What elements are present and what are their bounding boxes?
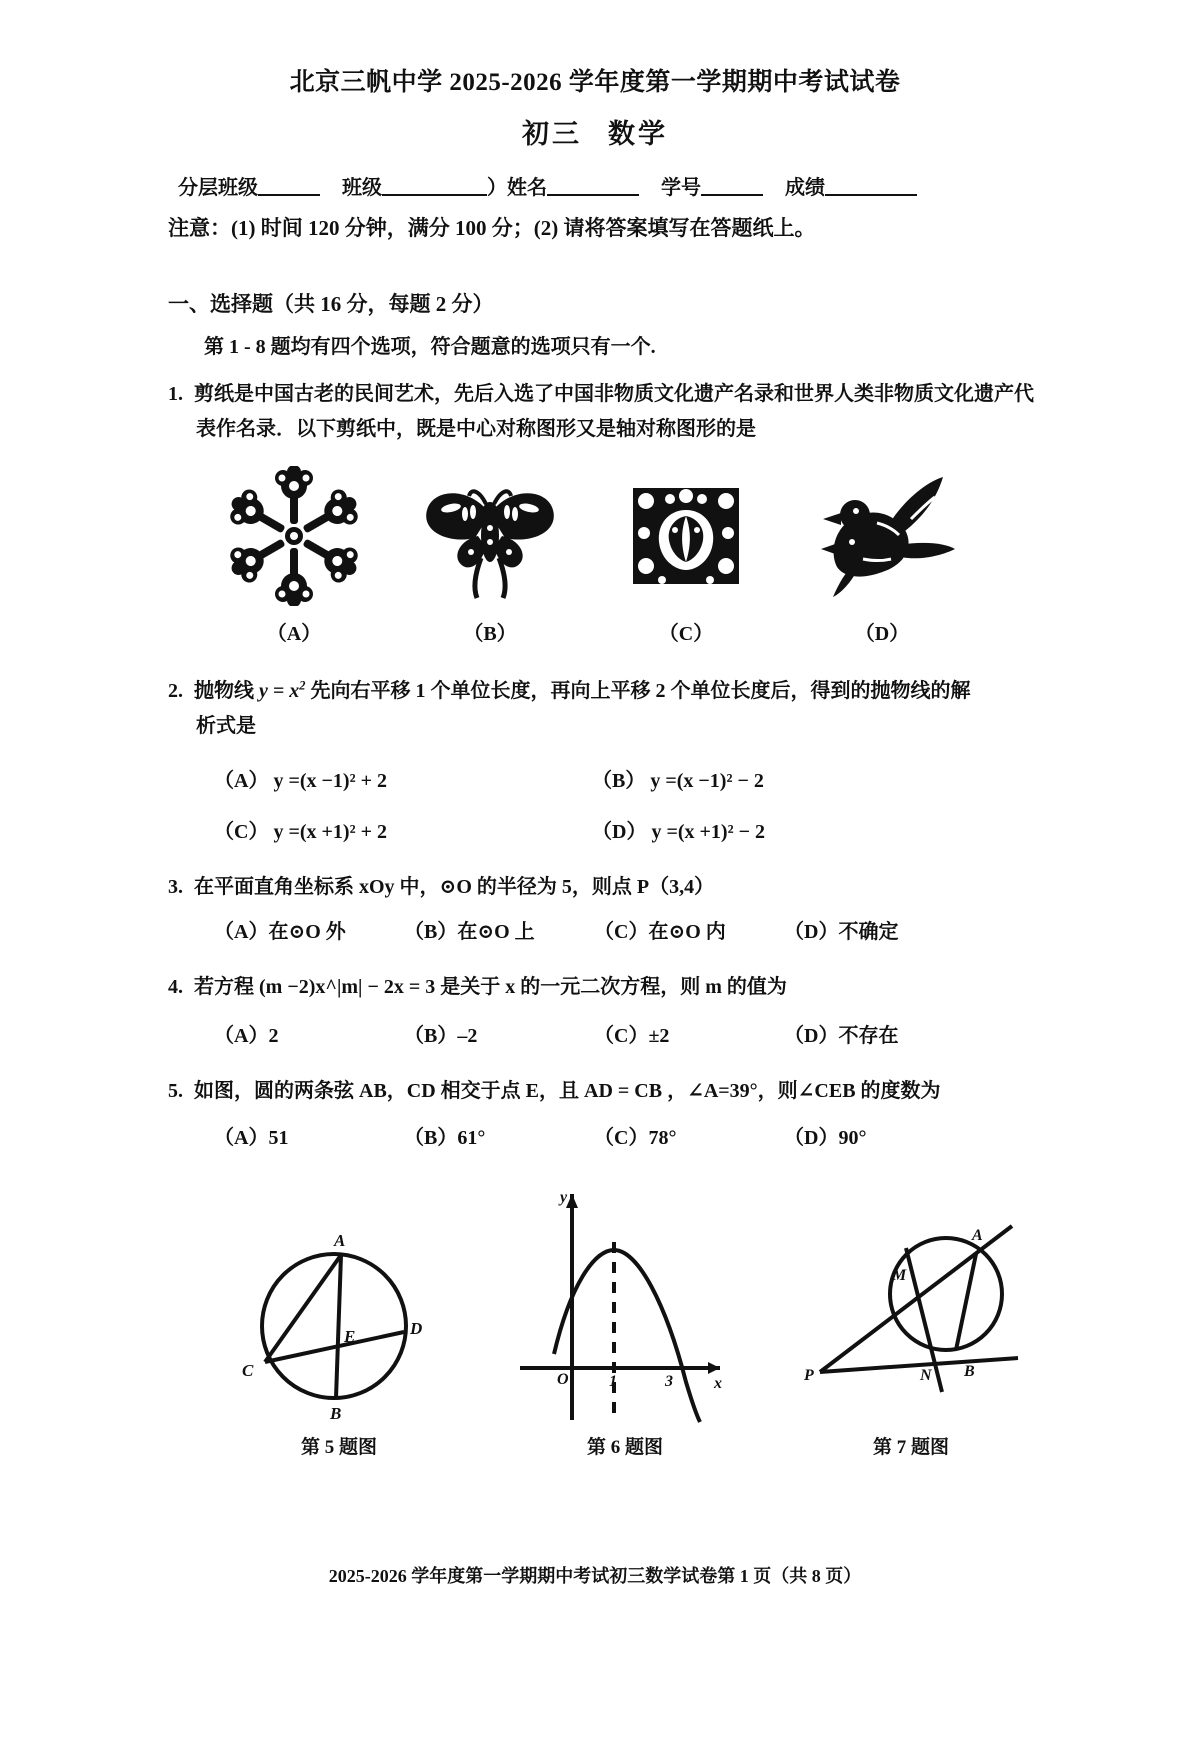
figure-6-cell xyxy=(482,1156,768,1459)
option-B-text: 61° xyxy=(457,1127,486,1149)
option-C-text: ±2 xyxy=(648,1025,670,1047)
figure-7-caption: 第 7 题图 xyxy=(872,1437,949,1458)
option-D-text: 不确定 xyxy=(838,921,899,943)
question-1 xyxy=(0,377,1190,412)
page-title: 北京三帆中学 2025-2026 学年度第一学期期中考试试卷 xyxy=(289,69,901,96)
option-B-label: （B） xyxy=(404,1127,458,1149)
question-2 xyxy=(0,674,1190,709)
figure-5-label-D: D xyxy=(410,1319,423,1338)
question-1-choices xyxy=(0,463,1190,646)
question-4-text: 若方程 (m −2)x^|m| − 2x = 3 是关于 x 的一元二次方程，则 m 的值为 xyxy=(194,976,787,998)
choice-C-label: （C） xyxy=(658,623,714,645)
question-5 xyxy=(0,1074,1190,1109)
option-D-formula: y =(x +1)² − 2 xyxy=(651,821,765,843)
figure-6-label-y: y xyxy=(560,1189,568,1206)
option-D-text: 不存在 xyxy=(838,1025,899,1047)
figure-5-label-C: C xyxy=(242,1361,254,1380)
choice-A-label: （A） xyxy=(266,623,322,645)
choice-A-cell[interactable] xyxy=(196,463,392,646)
section-title-choice: 一、选择题（共 16 分，每题 2 分） xyxy=(168,292,494,316)
question-3-option-A[interactable] xyxy=(214,915,404,944)
exam-page xyxy=(0,62,1190,1740)
figure-5-label-A: A xyxy=(334,1231,346,1250)
question-5-option-C[interactable] xyxy=(594,1121,784,1150)
circle-chords-figure-icon xyxy=(196,1156,482,1426)
option-B-text: –2 xyxy=(457,1025,478,1047)
question-3-options-row xyxy=(0,915,1190,944)
page-footer: 2025-2026 学年度第一学期期中考试初三数学试卷第 1 页（共 8 页） xyxy=(328,1566,862,1586)
option-C-label: （C） xyxy=(594,1025,649,1047)
question-2-line2: 析式是 xyxy=(196,715,256,737)
figures-row xyxy=(0,1156,1190,1459)
option-B-label: （B） xyxy=(592,770,646,792)
question-2-option-D[interactable] xyxy=(592,815,970,844)
question-4-options-row xyxy=(0,1019,1190,1048)
butterfly-papercut-icon xyxy=(392,463,588,609)
score-input[interactable] xyxy=(825,174,917,196)
option-A-text: 51 xyxy=(268,1127,289,1149)
question-1-line2: 表作名录．以下剪纸中，既是中心对称图形又是轴对称图形的是 xyxy=(196,418,756,440)
question-2-option-A[interactable] xyxy=(214,764,592,793)
paren-mark: ） xyxy=(487,177,507,199)
question-2-options-row-1 xyxy=(0,764,1190,793)
option-A-text: 在⊙O 外 xyxy=(268,921,346,943)
choice-C-cell[interactable] xyxy=(588,463,784,646)
option-B-text: 在⊙O 上 xyxy=(457,921,535,943)
option-A-label: （A） xyxy=(214,770,269,792)
class-label: 班级 xyxy=(342,177,382,199)
option-A-label: （A） xyxy=(214,1025,269,1047)
option-D-label: （D） xyxy=(784,1127,839,1149)
question-5-option-D[interactable] xyxy=(784,1121,974,1150)
option-D-text: 90° xyxy=(838,1127,867,1149)
question-2-text-b: 先向右平移 1 个单位长度，再向上平移 2 个单位长度后，得到的抛物线的解 xyxy=(305,680,971,702)
option-B-label: （B） xyxy=(404,921,458,943)
question-3-option-C[interactable] xyxy=(594,915,784,944)
question-4-number: 4. xyxy=(168,976,183,998)
figure-6-label-O: O xyxy=(557,1371,569,1388)
page-subtitle xyxy=(0,112,1190,151)
question-4 xyxy=(0,970,1190,1005)
figure-7-label-M: M xyxy=(892,1267,907,1284)
figure-6-caption: 第 6 题图 xyxy=(586,1437,663,1458)
swallow-papercut-icon xyxy=(784,463,980,609)
question-4-option-C[interactable] xyxy=(594,1019,784,1048)
option-C-label: （C） xyxy=(594,921,649,943)
subtitle-grade: 初三 xyxy=(522,119,582,149)
option-B-label: （B） xyxy=(404,1025,458,1047)
choice-B-cell[interactable] xyxy=(392,463,588,646)
option-A-label: （A） xyxy=(214,921,269,943)
question-2-exponent: 2 xyxy=(299,678,306,693)
question-3 xyxy=(0,870,1190,905)
question-5-options-row xyxy=(0,1121,1190,1150)
question-2-options-row-2 xyxy=(0,815,1190,844)
question-2-number: 2. xyxy=(168,680,183,702)
figure-5-cell xyxy=(196,1156,482,1459)
figure-6-label-3: 3 xyxy=(665,1373,673,1390)
question-5-number: 5. xyxy=(168,1080,183,1102)
question-3-option-D[interactable] xyxy=(784,915,974,944)
name-label: 姓名 xyxy=(507,177,547,199)
choice-D-label: （D） xyxy=(854,623,910,645)
question-1-line1: 剪纸是中国古老的民间艺术，先后入选了中国非物质文化遗产名录和世界人类非物质文化遗产代 xyxy=(194,383,1034,405)
snowflake-papercut-icon xyxy=(196,463,392,609)
class-input[interactable] xyxy=(382,174,487,196)
score-label: 成绩 xyxy=(785,177,825,199)
figure-7-label-B: B xyxy=(964,1363,975,1380)
option-C-label: （C） xyxy=(594,1127,649,1149)
figure-6-label-1: 1 xyxy=(609,1373,617,1390)
figure-7-label-P: P xyxy=(804,1367,814,1384)
double-fish-papercut-icon xyxy=(588,463,784,609)
question-3-text: 在平面直角坐标系 xOy 中，⊙O 的半径为 5，则点 P（3,4） xyxy=(194,876,715,898)
figure-7-cell xyxy=(768,1156,1054,1459)
name-input[interactable] xyxy=(547,174,639,196)
student-id-label: 学号 xyxy=(661,177,701,199)
question-4-option-D[interactable] xyxy=(784,1019,974,1048)
figure-7-label-N: N xyxy=(920,1367,932,1384)
student-id-input[interactable] xyxy=(701,174,763,196)
question-1-number: 1. xyxy=(168,383,183,405)
option-B-formula: y =(x −1)² − 2 xyxy=(650,770,764,792)
question-4-option-A[interactable] xyxy=(214,1019,404,1048)
tangent-circle-figure-icon xyxy=(768,1156,1054,1426)
option-C-text: 在⊙O 内 xyxy=(648,921,726,943)
question-2-text-a: 抛物线 xyxy=(194,680,259,702)
choice-D-cell[interactable] xyxy=(784,463,980,646)
question-3-number: 3. xyxy=(168,876,183,898)
student-info-row xyxy=(0,171,1190,200)
exam-notice: 注意：(1) 时间 120 分钟，满分 100 分；(2) 请将答案填写在答题纸上。 xyxy=(168,216,816,240)
layered-class-label: 分层班级 xyxy=(178,177,258,199)
figure-7-label-A: A xyxy=(972,1227,983,1244)
option-A-formula: y =(x −1)² + 2 xyxy=(273,770,387,792)
option-D-label: （D） xyxy=(784,1025,839,1047)
question-5-option-A[interactable] xyxy=(214,1121,404,1150)
figure-5-caption: 第 5 题图 xyxy=(300,1437,377,1458)
figure-6-label-x: x xyxy=(714,1375,722,1392)
question-5-text: 如图，圆的两条弦 AB，CD 相交于点 E，且 AD = CB ，∠A=39°，则∠CEB 的度数为 xyxy=(194,1080,941,1102)
section-note-choice: 第 1 - 8 题均有四个选项，符合题意的选项只有一个. xyxy=(204,336,656,358)
option-C-text: 78° xyxy=(648,1127,677,1149)
question-2-option-B[interactable] xyxy=(592,764,970,793)
subtitle-subject: 数学 xyxy=(608,119,668,149)
option-D-label: （D） xyxy=(784,921,839,943)
figure-5-label-E: E xyxy=(344,1327,356,1346)
question-2-option-C[interactable] xyxy=(214,815,592,844)
option-C-label: （C） xyxy=(214,821,269,843)
choice-B-label: （B） xyxy=(463,623,517,645)
parabola-figure-icon xyxy=(482,1156,768,1426)
option-A-label: （A） xyxy=(214,1127,269,1149)
option-A-text: 2 xyxy=(268,1025,279,1047)
option-D-label: （D） xyxy=(592,821,647,843)
layered-class-input[interactable] xyxy=(258,174,320,196)
question-2-expr: y = x xyxy=(259,680,300,702)
figure-5-label-B: B xyxy=(330,1404,342,1423)
question-5-option-B[interactable] xyxy=(404,1121,594,1150)
question-4-option-B[interactable] xyxy=(404,1019,594,1048)
question-3-option-B[interactable] xyxy=(404,915,594,944)
option-C-formula: y =(x +1)² + 2 xyxy=(273,821,387,843)
